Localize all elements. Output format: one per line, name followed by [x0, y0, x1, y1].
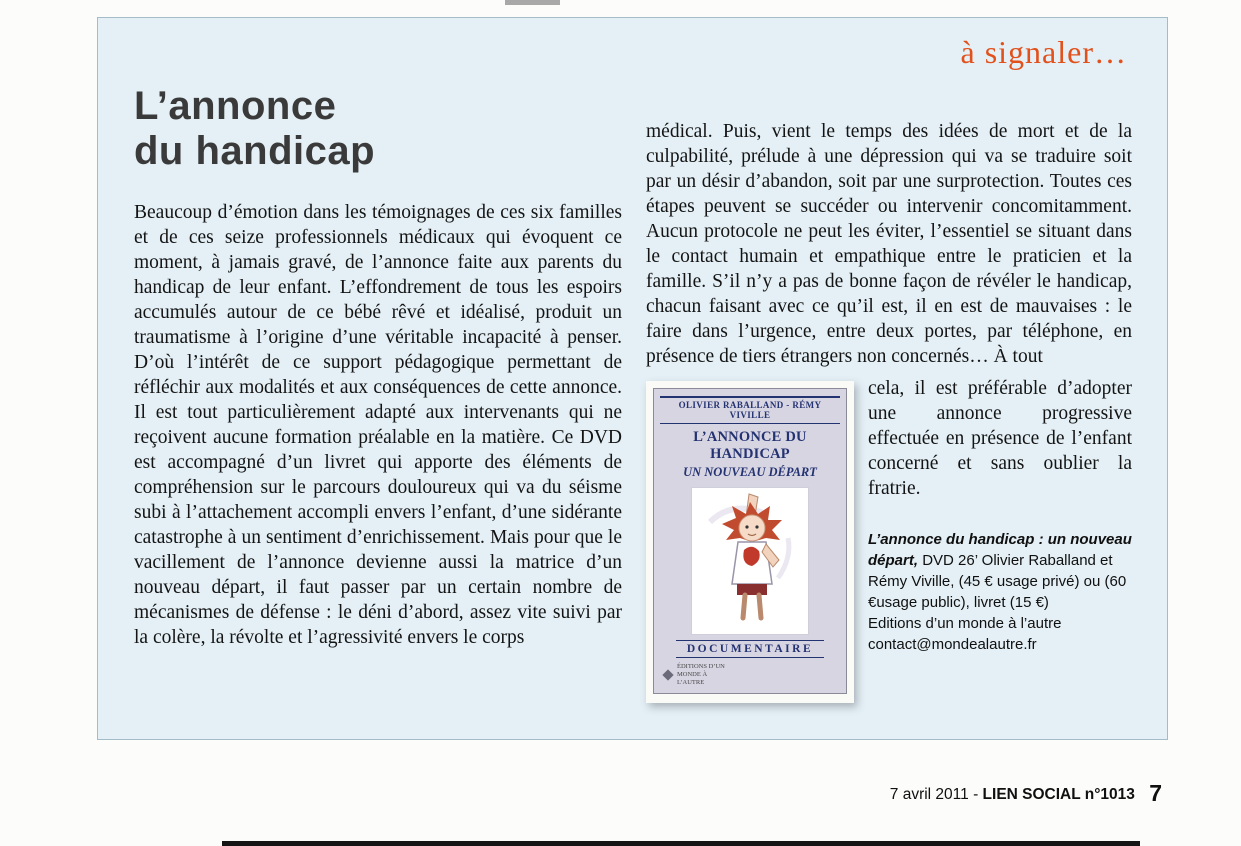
article-body-right-2: cela, il est préférable d’adopter une annonce progressive effectuée en présence de l’enfant concerné et sans oublier la fratrie. [868, 378, 1132, 499]
dvd-publisher-name: ÉDITIONS D’UN MONDE À L’AUTRE [677, 663, 725, 687]
caption-details: DVD 26’ Olivier Raballand et Rémy Viville, (45 € usage privé) ou (60 €usage public), livret (15 €) [868, 552, 1127, 611]
dvd-publisher-logo [660, 663, 840, 687]
article-title [134, 84, 622, 174]
dvd-cover-illustration [691, 487, 809, 635]
footer-page-number: 7 [1149, 780, 1162, 806]
scan-artifact-bottom [222, 841, 1140, 846]
article-title-line1: L’annonce [134, 84, 337, 128]
section-header: à signaler… [960, 34, 1127, 70]
right-column [646, 119, 1132, 709]
left-column [134, 84, 622, 650]
caption-title: L’annonce du handicap : un nouveau départ, [868, 531, 1132, 569]
scan-artifact-top [505, 0, 560, 5]
dvd-title: L’ANNONCE DU HANDICAP [693, 429, 807, 462]
caption-publisher: Editions d’un monde à l’autre [868, 615, 1062, 632]
footer-date: 7 avril 2011 - [889, 786, 983, 803]
caption-contact-email: contact@mondealautre.fr [868, 636, 1037, 653]
page-footer [0, 780, 1162, 807]
dvd-genre: DOCUMENTAIRE [676, 640, 824, 658]
article-title-line2: du handicap [134, 128, 376, 173]
publisher-diamond-icon [662, 670, 673, 681]
dvd-cover-photo [646, 381, 854, 703]
dvd-authors: OLIVIER RABALLAND - RÉMY VIVILLE [660, 396, 840, 424]
footer-magazine-name: LIEN SOCIAL n°1013 [982, 786, 1135, 803]
dvd-subtitle: UN NOUVEAU DÉPART [683, 465, 817, 479]
magazine-page-panel [97, 17, 1168, 740]
article-body-right-1: médical. Puis, vient le temps des idées de mort et de la culpabilité, prélude à une dépression qui va se traduire soit par un désir d’abandon, soit par une surprotection. Toutes ces étapes peuvent se succéder ou intervenir concomitamment. Aucun protocole ne peut les éviter, l’essentiel se situant dans le contact humain et empathique entre le praticien et la famille. S’il n’y a pas de bonne façon de révéler le handicap, chacun faisant avec ce qu’il est, il en est de mauvaises : le faire dans l’urgence, entre deux portes, par téléphone, en présence de tiers étrangers non concernés… À tout [646, 121, 1132, 367]
girl-illustration [692, 488, 808, 634]
article-body-left: Beaucoup d’émotion dans les témoignages de ces six familles et de ces seize professionnels médicaux qui évoquent ce moment, à jamais gravé, de l’annonce faite aux parents du handicap de leur enfant. L’effondrement de tous les espoirs accumulés autour de ce bébé rêvé et idéalisé, produit un traumatisme à l’origine d’une véritable incapacité à penser. D’où l’intérêt de ce support pédagogique permettant de réfléchir aux modalités et aux conséquences de cette annonce. Il est tout particulièrement adapté aux intervenants qui ne reçoivent aucune formation préalable en la matière. Ce DVD est accompagné d’un livret qui apporte des éléments de compréhension sur le parcours douloureux qui va du séisme subi à l’attachement accompli envers l’enfant, d’une sidérante catastrophe à un sentiment d’enrichissement. Mais pour que le vacillement de l’annonce devienne aussi la matrice d’un nouveau départ, il faut passer par un certain nombre de mécanismes de défense : le déni d’abord, assez vite suivi par la colère, la révolte et l’agressivité envers le corps [134, 201, 622, 648]
dvd-wrap-region [646, 376, 1132, 709]
dvd-cover [653, 388, 847, 694]
